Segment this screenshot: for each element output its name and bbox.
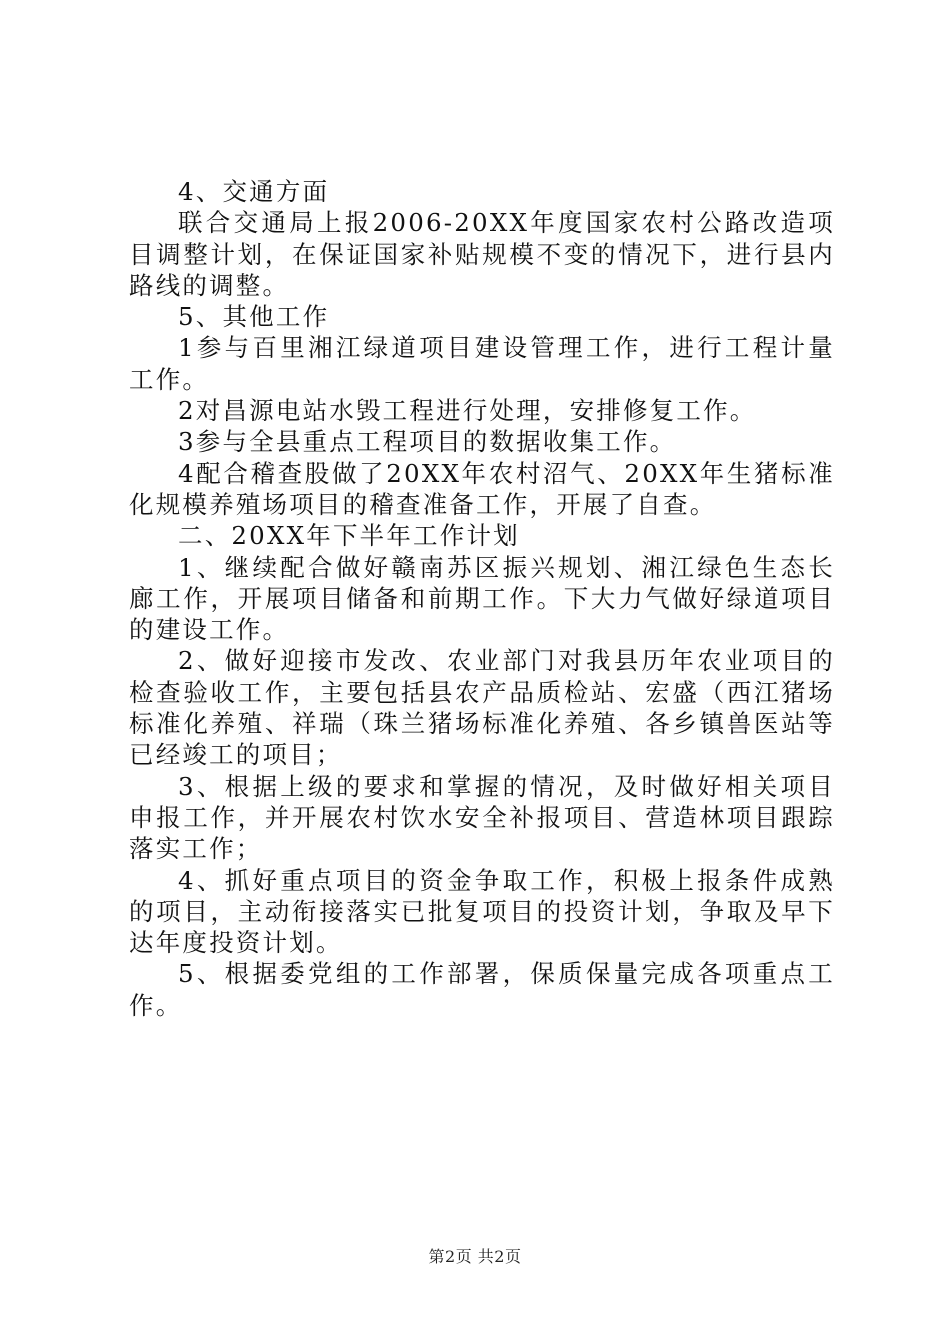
- page-number-footer: 第2页 共2页: [428, 1247, 522, 1266]
- plan-item-1: 1、继续配合做好赣南苏区振兴规划、湘江绿色生态长廊工作，开展项目储备和前期工作。下大力气做好绿道项目的建设工作。: [129, 552, 835, 645]
- plan-item-3: 3、根据上级的要求和掌握的情况，及时做好相关项目申报工作，并开展农村饮水安全补报项目、营造林项目跟踪落实工作；: [129, 771, 835, 864]
- section-heading-transport: 4、交通方面: [178, 177, 330, 206]
- list-item-inspection: 4配合稽查股做了20XX年农村沼气、20XX年生猪标准化规模养殖场项目的稽查准备工作，开展了自查。: [129, 458, 835, 519]
- document-body: [129, 176, 835, 1021]
- plan-item-5: 5、根据委党组的工作部署，保质保量完成各项重点工作。: [129, 959, 835, 1020]
- section-heading-work-plan: 二、20XX年下半年工作计划: [178, 521, 520, 551]
- list-item-greenway: 1参与百里湘江绿道项目建设管理工作，进行工程计量工作。: [129, 333, 835, 394]
- list-item-data-collection: 3参与全县重点工程项目的数据收集工作。: [178, 427, 677, 457]
- plan-item-2: 2、做好迎接市发改、农业部门对我县历年农业项目的检查验收工作，主要包括县农产品质检站、宏盛（西江猪场标准化养殖、祥瑞（珠兰猪场标准化养殖、各乡镇兽医站等已经竣工的项目；: [129, 646, 835, 770]
- list-item-power-station: 2对昌源电站水毁工程进行处理，安排修复工作。: [178, 396, 757, 426]
- paragraph-transport-adjustment: 联合交通局上报2006-20XX年度国家农村公路改造项目调整计划，在保证国家补贴规模不变的情况下，进行县内路线的调整。: [129, 208, 835, 300]
- plan-item-4: 4、抓好重点项目的资金争取工作，积极上报条件成熟的项目，主动衔接落实已批复项目的投资计划，争取及早下达年度投资计划。: [129, 865, 835, 958]
- section-heading-other-work: 5、其他工作: [178, 302, 330, 332]
